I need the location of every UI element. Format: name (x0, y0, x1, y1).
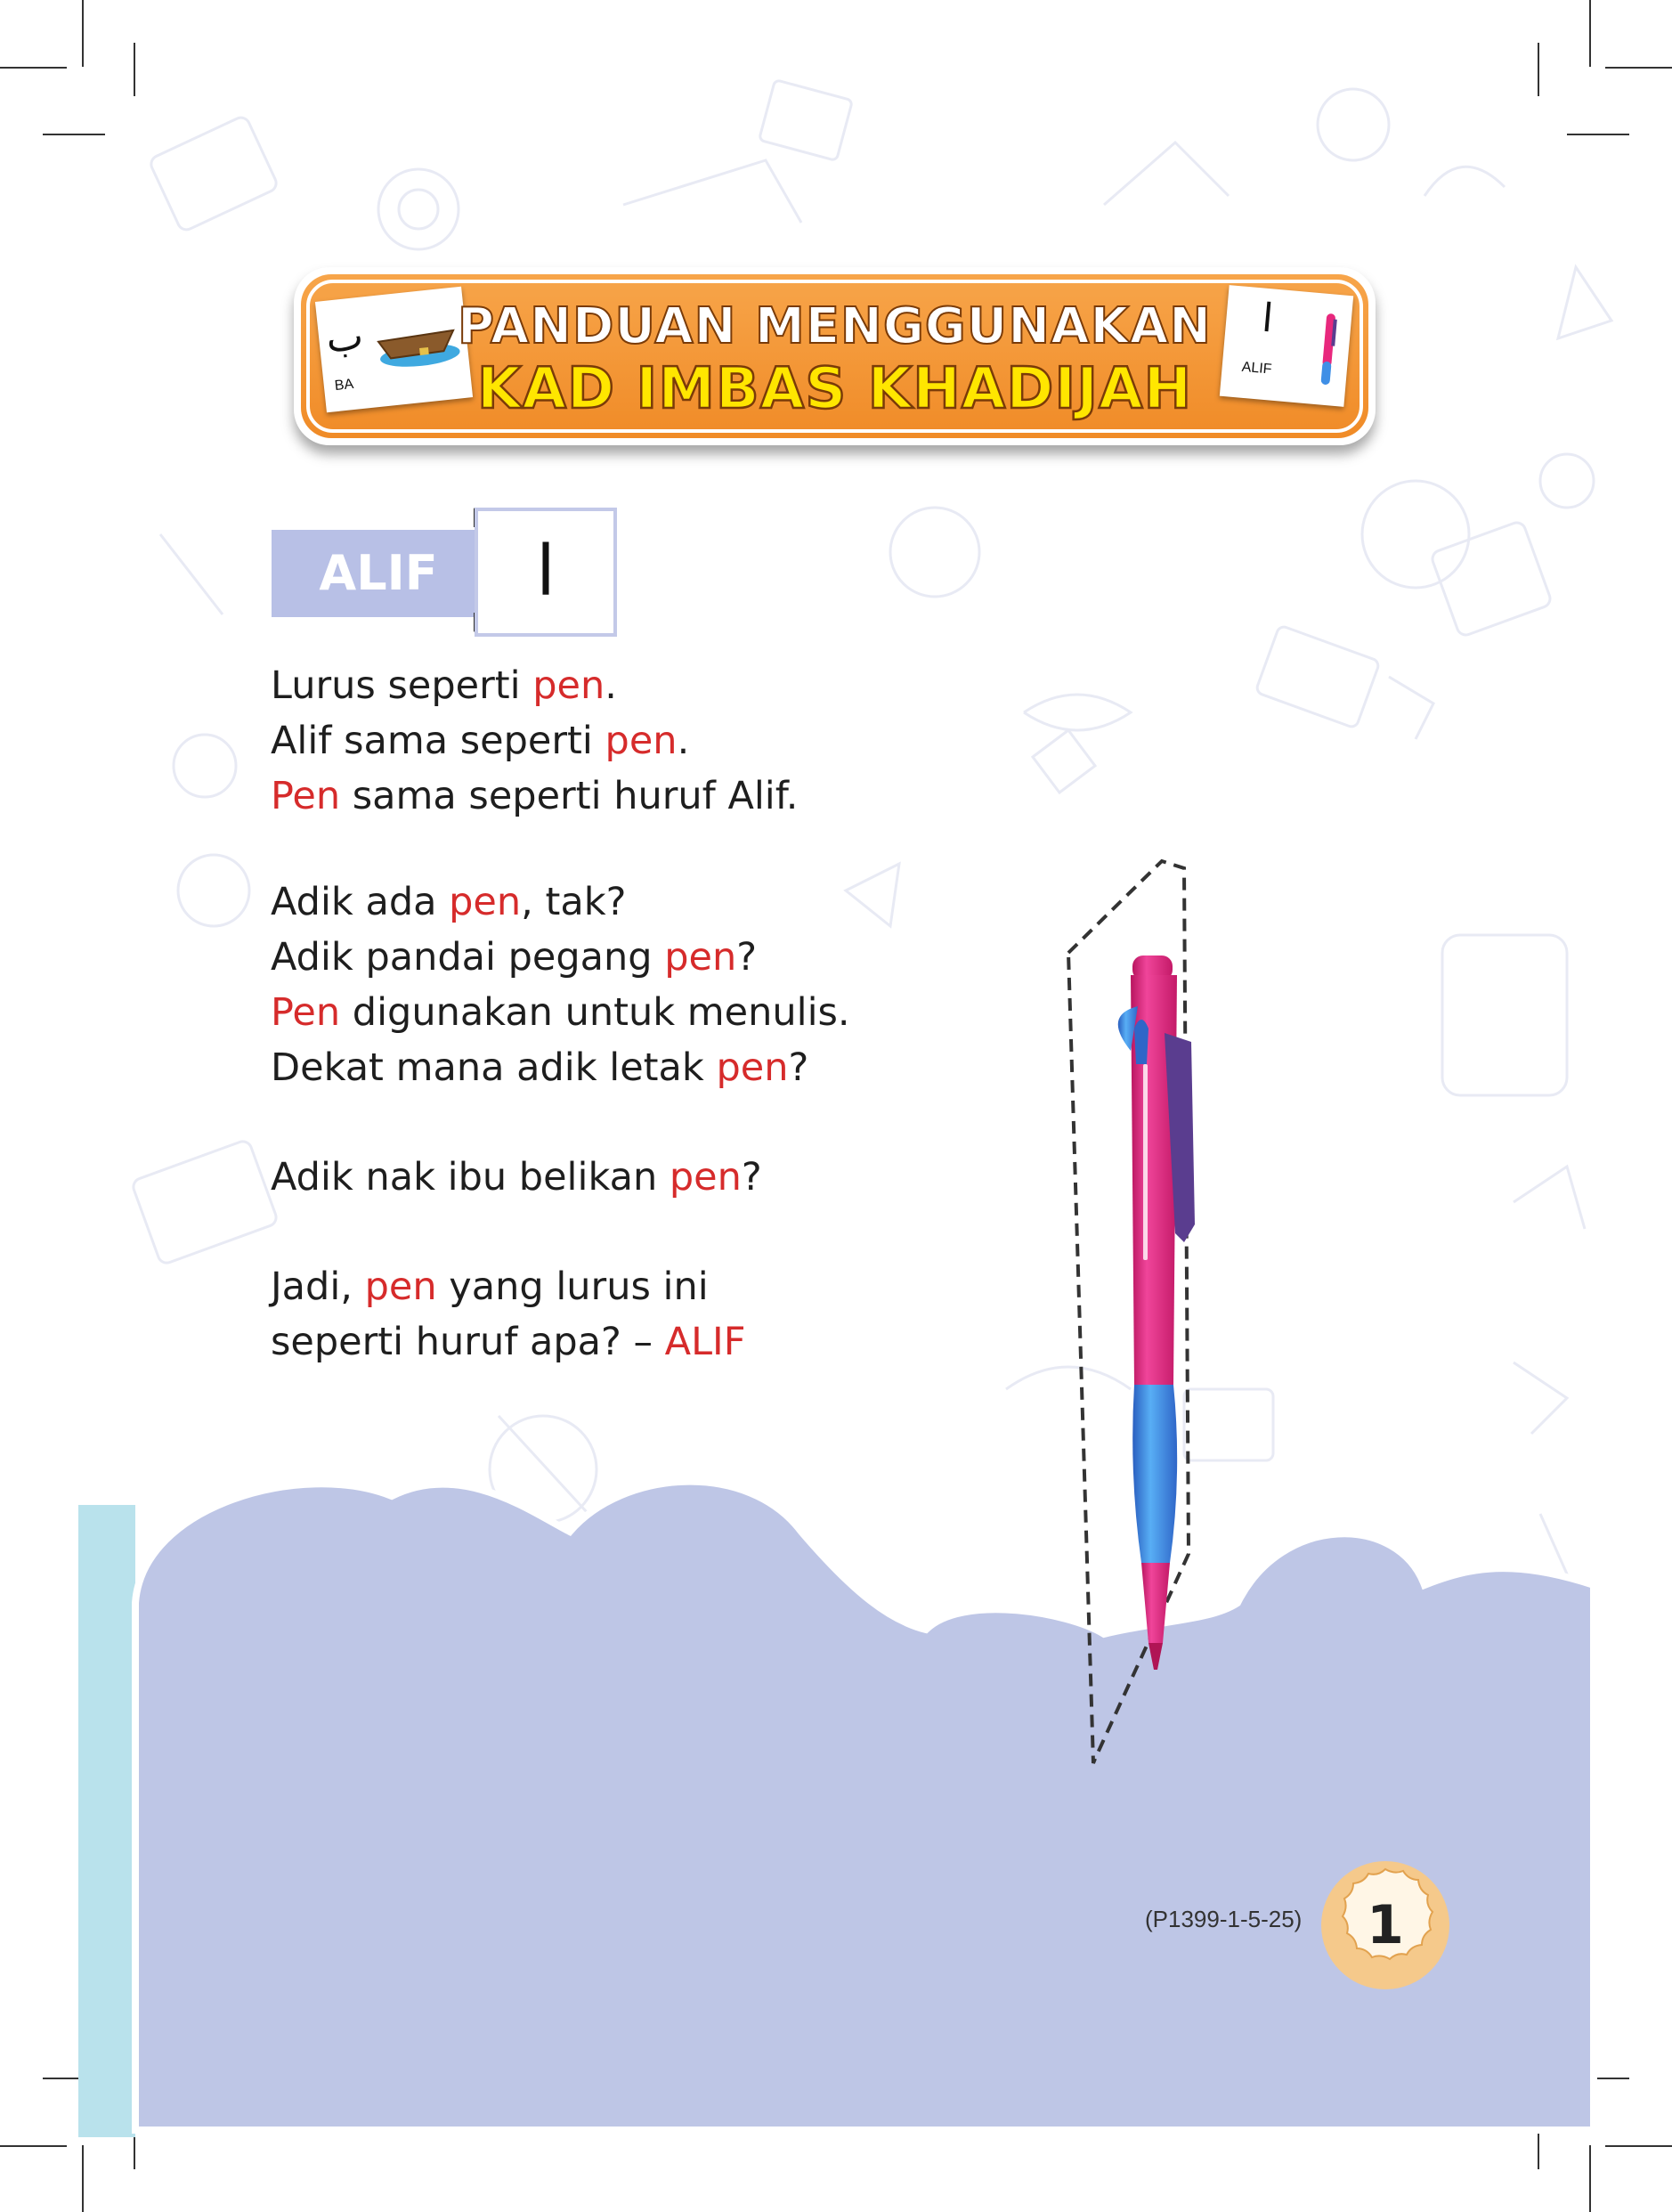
text-segment: Adik ada (271, 880, 450, 924)
highlighted-word: pen (364, 1265, 437, 1309)
letter-arabic-glyph: ا (536, 532, 556, 612)
cloud-shape (135, 1482, 1594, 2130)
letter-glyph-box (475, 508, 617, 637)
text-segment: . (677, 719, 690, 763)
card-letter-name: BA (334, 376, 355, 394)
text-segment: seperti huruf apa? – (271, 1320, 665, 1364)
highlighted-word: pen (716, 1045, 789, 1090)
text-segment: Jadi, (271, 1265, 365, 1309)
letter-label-tab (272, 530, 485, 617)
page-title-line2: KAD IMBAS KHADIJAH (476, 356, 1193, 422)
text-segment: Adik pandai pegang (271, 935, 665, 980)
highlighted-word: pen (449, 880, 522, 924)
highlighted-word: pen (669, 1155, 742, 1200)
text-line (271, 769, 798, 824)
paragraph-4 (271, 1259, 745, 1370)
paragraph-1 (271, 658, 798, 824)
page-number-badge (1319, 1858, 1452, 1992)
letter-label: ALIF (319, 545, 438, 601)
text-segment: Dekat mana adik letak (271, 1045, 717, 1090)
text-line (271, 1040, 850, 1095)
text-segment: sama seperti huruf Alif. (340, 774, 799, 818)
page-title-line1: PANDUAN MENGGUNAKAN (457, 297, 1213, 355)
highlighted-word: ALIF (664, 1320, 746, 1364)
text-segment: Alif sama seperti (271, 719, 605, 763)
flash-card-alif (1220, 285, 1353, 407)
card-arabic-letter: ا (1260, 295, 1276, 342)
flash-card-ba (315, 287, 473, 413)
text-segment: ? (741, 1155, 762, 1200)
pen-illustration (1059, 850, 1202, 1768)
paragraph-2 (271, 874, 850, 1095)
text-line (271, 1314, 745, 1370)
card-letter-name: ALIF (1241, 359, 1273, 378)
text-segment: yang lurus ini (436, 1265, 709, 1309)
text-segment: Adik nak ibu belikan (271, 1155, 670, 1200)
text-line (271, 713, 798, 769)
text-line (271, 658, 798, 713)
boat-icon (368, 313, 462, 376)
highlighted-word: Pen (271, 990, 341, 1035)
page-number: 1 (1367, 1894, 1404, 1956)
text-segment: . (605, 663, 617, 708)
text-line (271, 1150, 762, 1205)
paragraph-3 (271, 1150, 762, 1205)
text-line (271, 874, 850, 930)
text-line (271, 930, 850, 985)
highlighted-word: pen (532, 663, 605, 708)
highlighted-word: Pen (271, 774, 341, 818)
text-segment: ? (788, 1045, 809, 1090)
text-segment: ? (736, 935, 758, 980)
highlighted-word: pen (605, 719, 678, 763)
card-arabic-letter: ب (323, 313, 366, 362)
highlighted-word: pen (664, 935, 737, 980)
text-segment: Lurus seperti (271, 663, 533, 708)
header-banner (294, 267, 1376, 445)
pen-icon (1317, 309, 1340, 392)
product-code: (P1399-1-5-25) (1145, 1906, 1303, 1932)
text-segment: digunakan untuk menulis. (340, 990, 850, 1035)
text-line (271, 985, 850, 1040)
text-segment: , tak? (521, 880, 627, 924)
text-line (271, 1259, 745, 1314)
